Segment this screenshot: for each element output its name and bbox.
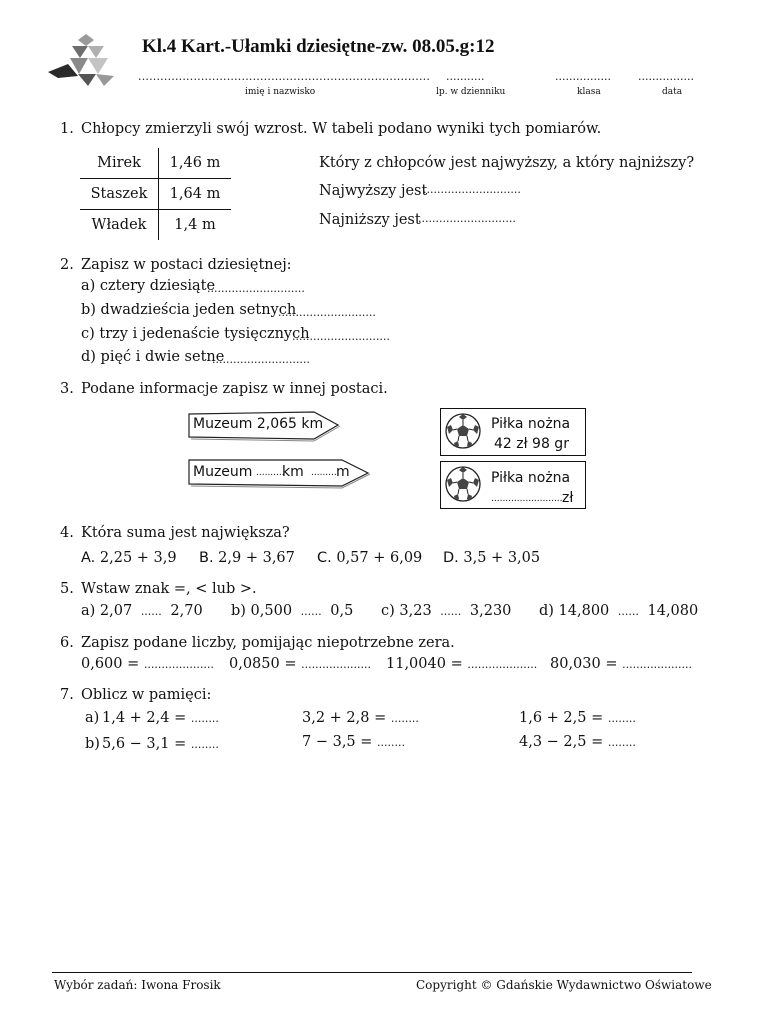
q3-text: Podane informacje zapisz w innej postaci.	[81, 381, 388, 397]
q4-text: Która suma jest największa?	[81, 525, 290, 541]
option-expr: 2,9 + 3,67	[218, 550, 295, 566]
table-cell-height: 1,64 m	[159, 179, 232, 210]
q1-number: 1.	[60, 121, 74, 137]
number-answer[interactable]: ....................	[622, 658, 693, 671]
q7-row-b-prefix: b)	[85, 736, 100, 752]
option-letter: D.	[443, 550, 459, 566]
compare-left: d) 14,800	[539, 603, 610, 619]
calc-expression: 4,3 − 2,5 =	[519, 734, 604, 750]
q1-question: Który z chłopców jest najwyższy, a który najniższy?	[319, 155, 695, 171]
q6-number: 6.	[60, 635, 74, 651]
q4-option-a[interactable]	[81, 550, 177, 566]
number-label: 0,0850 =	[229, 656, 297, 672]
q2-number: 2.	[60, 257, 74, 273]
ball-2-answer[interactable]: .........................	[491, 494, 563, 504]
class-field-label: klasa	[577, 87, 601, 97]
q1-tallest-answer[interactable]: ............................	[423, 183, 521, 196]
compare-answer[interactable]: ......	[300, 605, 322, 618]
q7-a-2	[302, 710, 419, 726]
calc-answer[interactable]: ........	[190, 712, 219, 725]
football-icon	[444, 465, 482, 503]
q3-number: 3.	[60, 381, 74, 397]
q2-item-d: d) pięć i dwie setne	[81, 349, 225, 365]
table-cell-height: 1,46 m	[159, 148, 232, 179]
q2-answer-b[interactable]: ............................	[278, 306, 376, 319]
compare-right: 2,70	[170, 603, 203, 619]
calc-expression: 7 − 3,5 =	[302, 734, 373, 750]
football-icon	[444, 412, 482, 450]
compare-left: c) 3,23	[381, 603, 432, 619]
footer-divider	[52, 972, 692, 973]
name-field-label: imię i nazwisko	[245, 87, 316, 97]
calc-expression: 1,6 + 2,5 =	[519, 710, 604, 726]
date-field-dots: ................	[638, 70, 694, 83]
q4-option-b[interactable]	[199, 550, 295, 566]
signpost-2-km-unit: km	[282, 464, 304, 480]
number-label: 0,600 =	[81, 656, 140, 672]
footer-author: Wybór zadań: Iwona Frosik	[54, 978, 221, 992]
q6-text: Zapisz podane liczby, pomijając niepotrzebne zera.	[81, 635, 455, 651]
table-cell-name: Władek	[80, 210, 159, 241]
compare-right: 0,5	[330, 603, 354, 619]
option-letter: C.	[317, 550, 332, 566]
q2-answer-d[interactable]: ............................	[212, 353, 310, 366]
number-field-dots: ...........	[446, 70, 485, 83]
option-letter: A.	[81, 550, 96, 566]
q4-option-c[interactable]	[317, 550, 422, 566]
q5-item-b	[231, 603, 353, 619]
ball-1-line-1: Piłka nożna	[491, 416, 571, 432]
q1-tallest-label: Najwyższy jest	[319, 183, 428, 199]
number-answer[interactable]: ....................	[143, 658, 214, 671]
q6-item-1	[81, 656, 214, 672]
publisher-logo	[48, 34, 114, 88]
q2-item-b: b) dwadzieścia jeden setnych	[81, 302, 297, 318]
number-label: 80,030 =	[550, 656, 618, 672]
heights-table	[80, 148, 231, 240]
footer-copyright: Copyright © Gdańskie Wydawnictwo Oświatowe	[416, 978, 712, 992]
calc-expression: 3,2 + 2,8 =	[302, 710, 387, 726]
q6-item-2	[229, 656, 371, 672]
q7-a-3	[519, 710, 636, 726]
q2-item-c: c) trzy i jedenaście tysięcznych	[81, 326, 310, 342]
q7-b-3	[519, 734, 636, 750]
number-answer[interactable]: ....................	[467, 658, 538, 671]
compare-right: 3,230	[469, 603, 512, 619]
signpost-2-m-unit: m	[336, 464, 350, 480]
calc-answer[interactable]: ........	[390, 712, 419, 725]
table-cell-name: Staszek	[80, 179, 159, 210]
calc-answer[interactable]: ........	[607, 712, 636, 725]
table-row	[80, 148, 231, 179]
table-cell-name: Mirek	[80, 148, 159, 179]
table-cell-height: 1,4 m	[174, 217, 216, 233]
calc-answer[interactable]: ........	[607, 736, 636, 749]
q2-answer-a[interactable]: ............................	[207, 282, 305, 295]
q4-option-d[interactable]	[443, 550, 540, 566]
signpost-2-km-answer[interactable]: ..........	[256, 468, 285, 478]
option-expr: 0,57 + 6,09	[336, 550, 423, 566]
q1-shortest-answer[interactable]: ............................	[418, 212, 516, 225]
signpost-1-text: Muzeum 2,065 km	[193, 416, 324, 432]
compare-answer[interactable]: ......	[617, 605, 639, 618]
number-answer[interactable]: ....................	[301, 658, 372, 671]
signpost-2-m-answer[interactable]: ..........	[311, 468, 340, 478]
q5-number: 5.	[60, 581, 74, 597]
q1-shortest-label: Najniższy jest	[319, 212, 421, 228]
q7-row-a-prefix: a)	[85, 710, 100, 726]
calc-answer[interactable]: ........	[190, 738, 219, 751]
ball-2-line-1: Piłka nożna	[491, 470, 571, 486]
compare-answer[interactable]: ......	[440, 605, 462, 618]
compare-answer[interactable]: ......	[140, 605, 162, 618]
ball-1-line-2: 42 zł 98 gr	[494, 436, 569, 452]
page-title: Kl.4 Kart.-Ułamki dziesiętne-zw. 08.05.g:12	[142, 36, 495, 57]
option-expr: 2,25 + 3,9	[99, 550, 177, 566]
q1-text: Chłopcy zmierzyli swój wzrost. W tabeli podano wyniki tych pomiarów.	[81, 121, 602, 137]
q2-answer-c[interactable]: ............................	[292, 330, 390, 343]
calc-expression: 1,4 + 2,4 =	[102, 710, 187, 726]
calc-answer[interactable]: ........	[377, 736, 406, 749]
name-field-dots: ...............................................................................	[138, 70, 431, 83]
q5-text: Wstaw znak =, < lub >.	[81, 581, 257, 597]
q6-item-3	[386, 656, 537, 672]
q7-number: 7.	[60, 687, 74, 703]
q4-number: 4.	[60, 525, 74, 541]
q7-b-2	[302, 734, 405, 750]
number-field-label: lp. w dzienniku	[436, 87, 506, 97]
q7-b-1	[102, 736, 219, 752]
q7-a-1	[102, 710, 219, 726]
ball-2-unit: zł	[562, 490, 574, 506]
q5-item-c	[381, 603, 511, 619]
q2-item-a: a) cztery dziesiąte	[81, 278, 216, 294]
table-row	[80, 210, 231, 241]
q5-item-d	[539, 603, 698, 619]
signpost-2-prefix: Muzeum	[193, 464, 253, 480]
q6-item-4	[550, 656, 692, 672]
number-label: 11,0040 =	[386, 656, 463, 672]
q2-text: Zapisz w postaci dziesiętnej:	[81, 257, 292, 273]
compare-right: 14,080	[647, 603, 699, 619]
class-field-dots: ................	[555, 70, 611, 83]
compare-left: a) 2,07	[81, 603, 133, 619]
calc-expression: 5,6 − 3,1 =	[102, 736, 187, 752]
table-row	[80, 179, 231, 210]
date-field-label: data	[662, 87, 683, 97]
option-expr: 3,5 + 3,05	[463, 550, 541, 566]
compare-left: b) 0,500	[231, 603, 293, 619]
q7-text: Oblicz w pamięci:	[81, 687, 212, 703]
option-letter: B.	[199, 550, 214, 566]
q5-item-a	[81, 603, 203, 619]
